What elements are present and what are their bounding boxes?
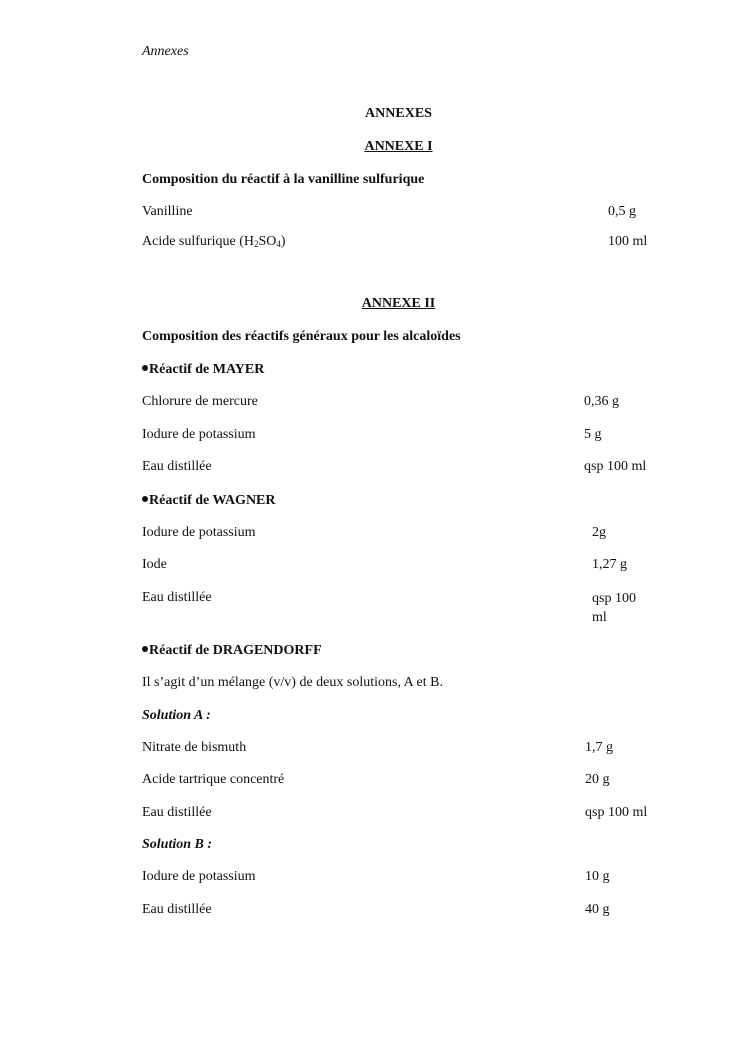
label-part: ) <box>280 234 286 249</box>
annexe-2-heading: Composition des réactifs généraux pour les alcaloïdes <box>142 329 461 344</box>
bullet-icon <box>142 365 148 371</box>
label-part: SO <box>258 234 277 249</box>
row-value: qsp 100 ml <box>592 591 636 625</box>
dragendorff-intro: Il s’agit d’un mélange (v/v) de deux solutions, A et B. <box>142 675 443 690</box>
solution-a-title: Solution A : <box>142 708 211 723</box>
row-value: 20 g <box>585 772 610 787</box>
row-value: 10 g <box>585 869 610 884</box>
mayer-title <box>142 362 264 379</box>
bullet-icon <box>142 496 148 502</box>
annexe-1-title: ANNEXE I <box>364 139 433 154</box>
dragendorff-title <box>142 643 322 660</box>
row-label <box>142 234 286 251</box>
row-label: Iodure de potassium <box>142 525 256 540</box>
row-label: Iodure de potassium <box>142 869 256 884</box>
row-label: Iode <box>142 557 167 572</box>
reagent-title: Réactif de MAYER <box>149 362 265 377</box>
row-value: 5 g <box>584 427 602 442</box>
annexe-2-title: ANNEXE II <box>361 296 436 311</box>
row-value: qsp 100 ml <box>585 805 648 820</box>
row-label: Eau distillée <box>142 590 212 605</box>
row-label: Nitrate de bismuth <box>142 740 247 755</box>
reagent-title: Réactif de WAGNER <box>149 493 276 508</box>
row-label: Acide tartrique concentré <box>142 772 285 787</box>
bullet-icon <box>142 646 148 652</box>
row-value: 100 ml <box>608 234 648 249</box>
running-header: Annexes <box>142 44 189 59</box>
reagent-title: Réactif de DRAGENDORFF <box>149 643 322 658</box>
row-value: 1,7 g <box>585 740 613 755</box>
row-value: 40 g <box>585 902 610 917</box>
wagner-title <box>142 493 276 510</box>
row-label: Eau distillée <box>142 902 212 917</box>
row-value: 0,5 g <box>608 204 636 219</box>
solution-b-title: Solution B : <box>142 837 213 852</box>
row-label: Chlorure de mercure <box>142 394 258 409</box>
annexe-1-heading: Composition du réactif à la vanilline sulfurique <box>142 172 425 187</box>
page-title: ANNEXES <box>365 106 432 121</box>
row-label: Eau distillée <box>142 805 212 820</box>
subscript: 4 <box>276 239 281 249</box>
row-value: 1,27 g <box>592 557 627 572</box>
row-label: Iodure de potassium <box>142 427 256 442</box>
row-value: 0,36 g <box>584 394 619 409</box>
row-label: Eau distillée <box>142 459 212 474</box>
subscript: 2 <box>253 239 259 249</box>
label-part: Acide sulfurique (H <box>142 234 254 249</box>
row-label: Vanilline <box>142 204 193 219</box>
row-value: qsp 100 ml <box>584 459 647 474</box>
row-value: 2g <box>592 525 606 540</box>
